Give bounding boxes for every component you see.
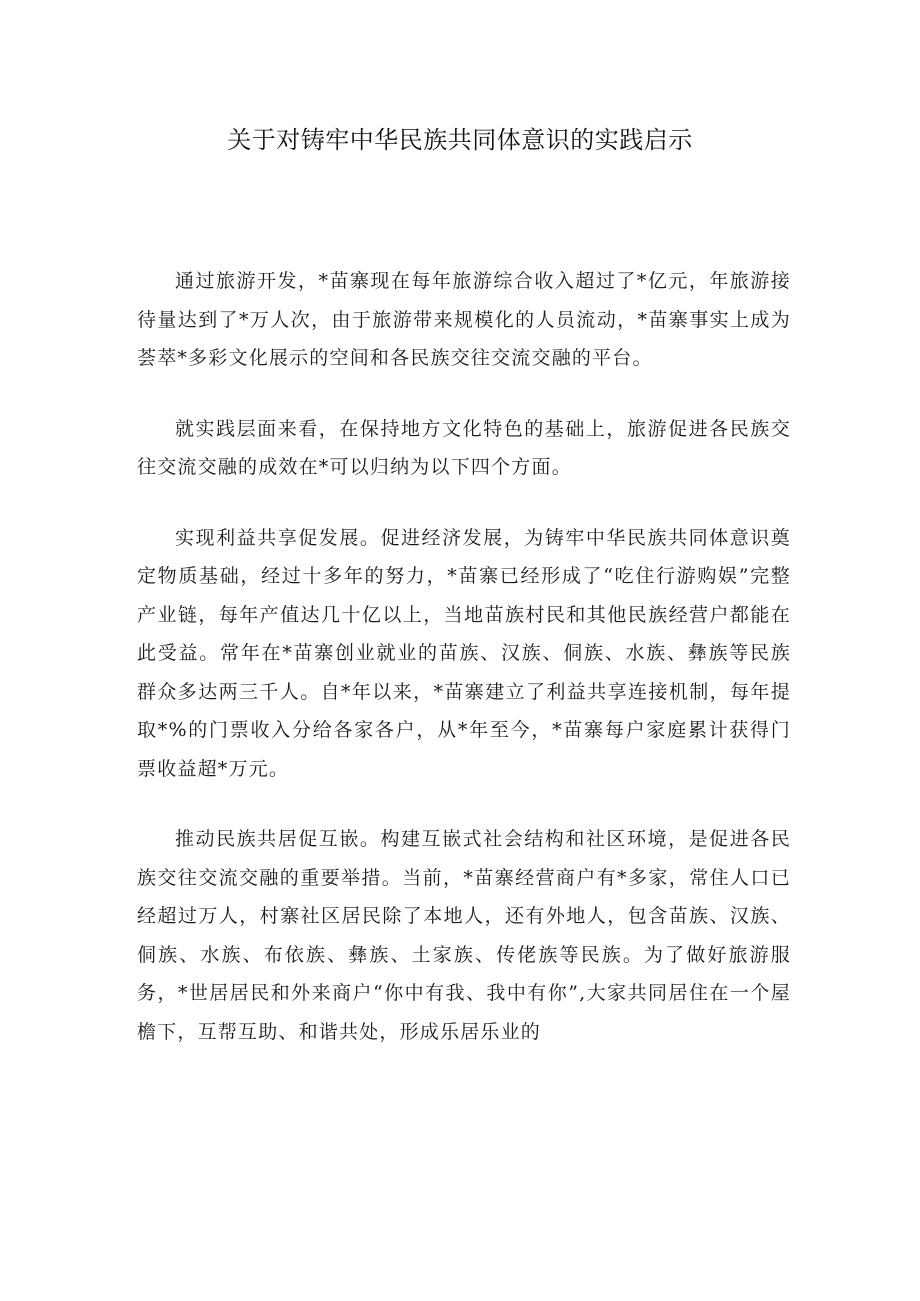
document-title: 关于对铸牢中华民族共同体意识的实践启示 <box>227 126 693 154</box>
paragraph-4: 推动民族共居促互嵌。构建互嵌式社会结构和社区环境，是促进各民族交往交流交融的重要举措。当前，*苗寨经营商户有*多家，常住人口已经超过万人，村寨社区居民除了本地人，还有外地人，包含苗族、汉族、侗族、水族、布依族、彝族、土家族、传佬族等民族。为了做好旅游服务，*世居居民和外来商户“你中有我、我中有你”,大家共同居住在一个屋檐下，互帮互助、和谐共处，形成乐居乐业的 <box>137 828 791 1043</box>
paragraph-1: 通过旅游开发，*苗寨现在每年旅游综合收入超过了*亿元，年旅游接待量达到了*万人次，由于旅游带来规模化的人员流动，*苗寨事实上成为荟萃*多彩文化展示的空间和各民族交往交流交融的平台。 <box>137 270 791 369</box>
paragraph-3: 实现利益共享促发展。促进经济发展，为铸牢中华民族共同体意识奠定物质基础，经过十多年的努力，*苗寨已经形成了“吃住行游购娱”完整产业链，每年产值达几十亿以上，当地苗族村民和其他民族经营户都能在此受益。常年在*苗寨创业就业的苗族、汉族、侗族、水族、彝族等民族群众多达两三千人。自*年以来，*苗寨建立了利益共享连接机制，每年提取*%的门票收入分给各家各户，从*年至今，*苗寨每户家庭累计获得门票收益超*万元。 <box>137 526 791 780</box>
document-body <box>137 262 791 1083</box>
paragraph-2: 就实践层面来看，在保持地方文化特色的基础上，旅游促进各民族交往交流交融的成效在*可以归纳为以下四个方面。 <box>137 417 791 478</box>
